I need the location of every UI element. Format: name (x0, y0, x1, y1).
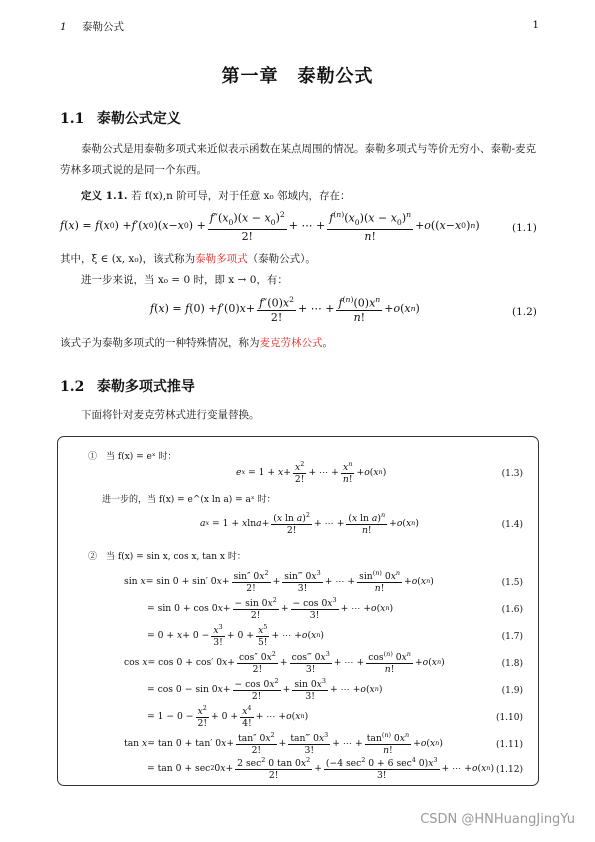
maclaurin-text: 该式子为泰勒多项式的一种特殊情况，称为 (60, 337, 260, 349)
section-number: 1.2 (60, 379, 85, 395)
equation-1-1: f ( x ) = f ( x 0 ) + f ′( x 0 )( x − x 0 ) + $\frac{f''(x_0)(x - x_0)^2}{2!}$ + ⋯ + $\frac{f^{(n)}(x_0)(x - x_0)^n}{n!}$ + o (( x − x 0 ) n ) (60, 210, 480, 243)
section-title: 泰勒公式定义 (96, 111, 181, 127)
intro-paragraph: 泰勒公式是用泰勒多项式来近似表示函数在某点周围的情况。泰勒多项式与等价无穷小、泰勒-麦克劳林多项式说的是同一个东西。 (60, 143, 537, 176)
further-paragraph: 进一步来说，当 x₀ = 0 时，即 x → 0，有： (81, 274, 288, 286)
substitution-paragraph: 下面将针对麦克劳林式进行变量替换。 (81, 409, 260, 421)
section-title: 泰勒多项式推导 (96, 379, 195, 395)
equation-number-1-11: (1.11) (495, 740, 523, 750)
equation-number-1-8: (1.8) (501, 659, 523, 669)
section-heading-1 (60, 108, 181, 128)
equation-1-7: = 0 + x + 0 − $\frac{x^3}{3!}$ + 0 + $\frac{x^5}{5!}$ + ⋯ + o ( x n ) (147, 623, 324, 649)
taylor-note-paragraph (60, 249, 540, 270)
chapter-title: 第一章 泰勒公式 (221, 66, 374, 87)
maclaurin-paragraph (60, 333, 540, 354)
case-exp-label: ① 当 f(x) = eˣ 时： (88, 452, 177, 462)
equation-number-1-12: (1.12) (495, 765, 523, 775)
section-number: 1.1 (60, 111, 85, 127)
equation-number-1-1: (1.1) (512, 222, 537, 234)
equation-1-11: tan x = tan 0 + tan′ 0 x + $\frac{\tan'' 0x^2}{2!}$ + $\frac{\tan‴ 0x^3}{3!}$ + ⋯ + $\frac{\tan^{(n)} 0x^n}{n!}$ + o ( x n ) (124, 731, 443, 757)
header-chapter-title: 泰勒公式 (82, 21, 125, 33)
equation-1-5: sin x = sin 0 + sin′ 0 x + $\frac{\sin'' 0x^2}{2!}$ + $\frac{\sin‴ 0x^3}{3!}$ + ⋯ + $\frac{\sin^{(n)} 0x^n}{n!}$ + o ( x n ) (124, 569, 434, 595)
case-trig-label: ② 当 f(x) = sin x, cos x, tan x 时： (88, 552, 246, 562)
equation-number-1-7: (1.7) (501, 632, 523, 642)
equation-1-2: f ( x ) = f (0) + f ′(0) x + $\frac{f''(0)x^2}{2!}$ + ⋯ + $\frac{f^{(n)}(0)x^n}{n!}$ + o ( x n ) (150, 295, 420, 324)
equation-1-3: e x = 1 + x + $\frac{x^2}{2!}$ + ⋯ + $\frac{x^n}{n!}$ + o ( x n ) (236, 460, 387, 486)
equation-number-1-3: (1.3) (501, 469, 523, 479)
equation-number-1-10: (1.10) (495, 713, 523, 723)
note-text: 其中，ξ ∈ (x, x₀)，该式称为 (60, 253, 196, 265)
equation-1-8: cos x = cos 0 + cos′ 0 x + $\frac{\cos'' 0x^2}{2!}$ + $\frac{\cos‴ 0x^3}{3!}$ + ⋯ + $\frac{\cos^{(n)} 0x^n}{n!}$ + o ( x n ) (124, 650, 445, 676)
section-heading-2 (60, 376, 195, 396)
equation-1-12: = tan 0 + sec 2 0 x + $\frac{2 \sec^2 0 \tan 0x^2}{2!}$ + $\frac{(-4 \sec^2 0 + 6 \sec^4 0)x^3}{3!}$ + ⋯ + o ( x n ) (147, 756, 495, 782)
derivation-box (57, 436, 539, 786)
equation-1-10: = 1 − 0 − $\frac{x^2}{2!}$ + 0 + $\frac{x^4}{4!}$ + ⋯ + o ( x n ) (147, 704, 309, 730)
definition-text: 若 f(x),n 阶可导，对于任意 x₀ 邻域内，存在： (130, 190, 351, 202)
equation-number-1-5: (1.5) (501, 578, 523, 588)
definition-label: 定义 1.1. (81, 190, 128, 202)
watermark: CSDN @HNHuangJingYu (420, 812, 575, 827)
header-chapter (60, 19, 124, 34)
equation-number-1-6: (1.6) (501, 605, 523, 615)
equation-1-6: = sin 0 + cos 0 x + $\frac{- \sin 0x^2}{2!}$ + $\frac{- \cos 0x^3}{3!}$ + ⋯ + o ( x n ) (147, 596, 394, 622)
highlight-taylor-polynomial: 泰勒多项式 (195, 253, 248, 265)
maclaurin-suffix: 。 (322, 337, 333, 349)
equation-1-9: = cos 0 − sin 0 x + $\frac{- \cos 0x^2}{2!}$ + $\frac{\sin 0x^3}{3!}$ + ⋯ + o ( x n ) (147, 677, 383, 703)
running-header (60, 19, 539, 33)
equation-1-4: a x = 1 + x ln a + $\frac{(x \ln a)^2}{2!}$ + ⋯ + $\frac{(x \ln a)^n}{n!}$ + o ( x n ) (200, 511, 419, 537)
page-number: 1 (532, 19, 539, 31)
equation-number-1-4: (1.4) (501, 520, 523, 530)
note-suffix: （泰勒公式）。 (247, 253, 316, 265)
definition-paragraph (60, 186, 540, 207)
highlight-maclaurin: 麦克劳林公式 (259, 337, 323, 349)
equation-number-1-2: (1.2) (512, 306, 537, 318)
equation-number-1-9: (1.9) (501, 686, 523, 696)
case-ax-label: 进一步的，当 f(x) = e^(x ln a) = aˣ 时： (102, 495, 276, 505)
header-chapter-number: 1 (60, 21, 67, 33)
